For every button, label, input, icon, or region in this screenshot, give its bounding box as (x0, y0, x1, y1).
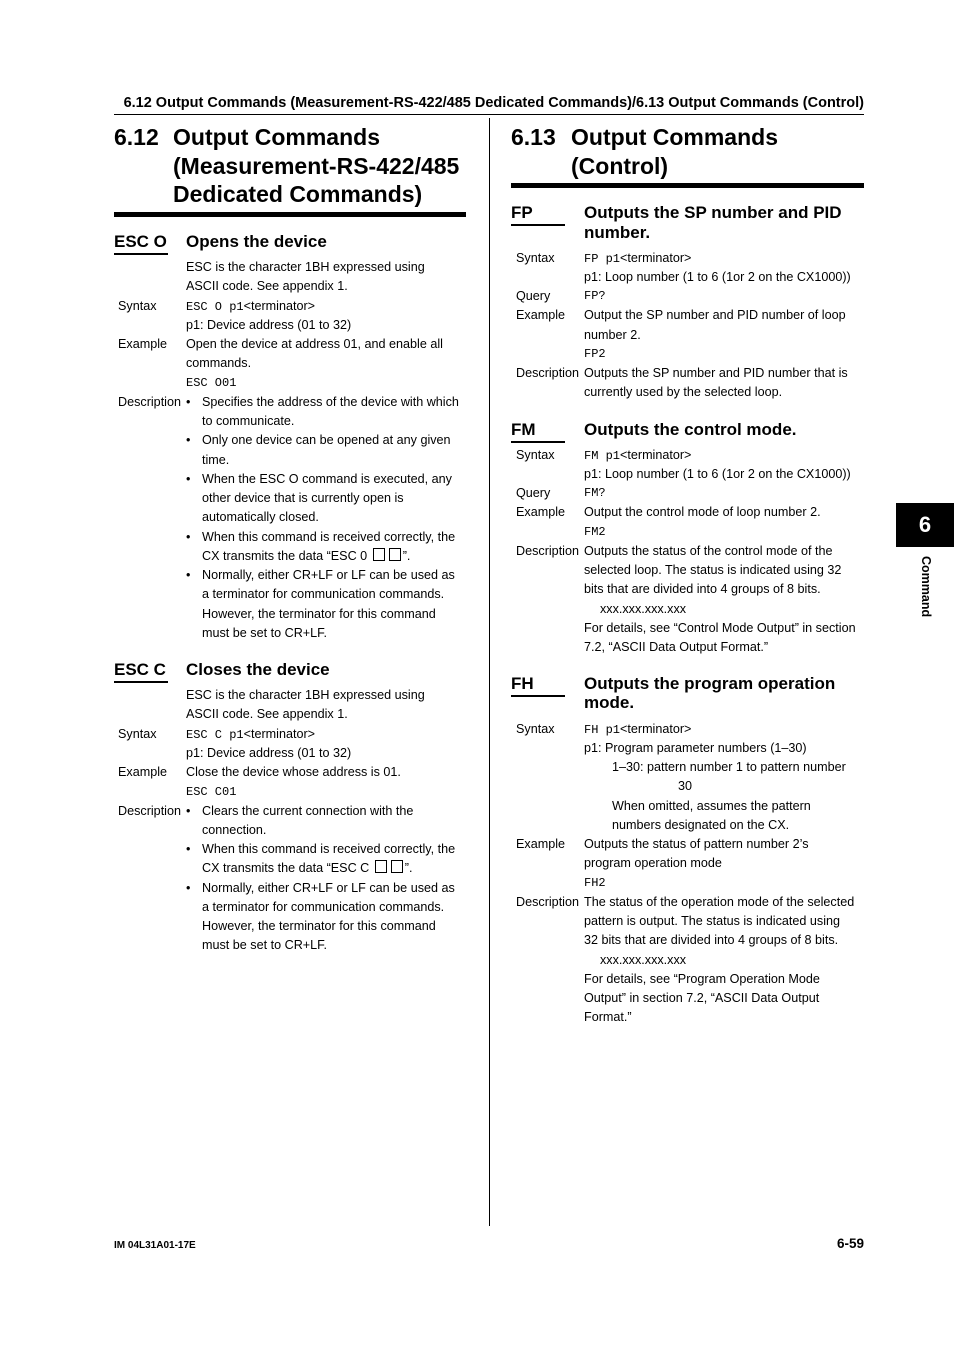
esc-o-syntax (186, 297, 315, 317)
esc-c-b2-l1: When this command is received correctly, the (202, 842, 456, 856)
section-title-612-line1: Output Commands (173, 124, 380, 150)
fh-desc-3: 32 bits that are divided into 4 groups of 8 bits. (584, 933, 839, 947)
fp-example-1: Output the SP number and PID number of loop (584, 308, 846, 322)
example-label: Example (516, 505, 565, 519)
bullet-marker: • (186, 804, 191, 818)
example-label: Example (516, 308, 565, 322)
fh-sub2-2: numbers designated on the CX. (612, 818, 790, 832)
esc-o-b1-l1: Specifies the address of the device with which (202, 395, 459, 409)
section-rule-613 (511, 183, 864, 188)
query-label: Query (516, 289, 551, 303)
section-number-613: 6.13 (511, 124, 556, 150)
fp-query-code: FP? (584, 289, 606, 303)
section-title-612-line2: (Measurement-RS-422/485 (173, 153, 460, 179)
description-label: Description (516, 544, 579, 558)
fh-example-code: FH2 (584, 876, 606, 890)
section-title-613-line2: (Control) (571, 153, 669, 179)
command-title-fh-line1: Outputs the program operation (584, 674, 836, 693)
example-label: Example (118, 765, 167, 779)
fh-details-3: Format.” (584, 1010, 632, 1024)
esc-c-b3-l3: However, the terminator for this command (202, 919, 436, 933)
command-title-fh-line2: mode. (584, 693, 635, 712)
fh-details-1: For details, see “Program Operation Mode (584, 972, 820, 986)
esc-c-b3-l1: Normally, either CR+LF or LF can be used as (202, 881, 455, 895)
esc-o-b4-l1: When this command is received correctly, the (202, 530, 456, 544)
fp-syntax (584, 249, 691, 269)
command-title-fp-line1: Outputs the SP number and PID (584, 203, 842, 222)
bullet-marker: • (186, 881, 191, 895)
command-title-fp-line2: number. (584, 223, 651, 242)
fh-syntax (584, 720, 691, 740)
esc-c-example-code: ESC C01 (186, 785, 237, 799)
fm-details-2: 7.2, “ASCII Data Output Format.” (584, 640, 769, 654)
syntax-code: FP p1 (584, 252, 621, 266)
section-title-613-line1: Output Commands (571, 124, 778, 150)
esc-o-b5-l1: Normally, either CR+LF or LF can be used as (202, 568, 455, 582)
syntax-label: Syntax (118, 299, 157, 313)
esc-o-b3-l1: When the ESC O command is executed, any (202, 472, 452, 486)
bullet-marker: • (186, 433, 191, 447)
section-title-612-line3: Dedicated Commands) (173, 181, 423, 207)
placeholder-box (391, 860, 403, 873)
esc-o-param: p1: Device address (01 to 32) (186, 318, 352, 332)
esc-c-intro-2: ASCII code. See appendix 1. (186, 707, 348, 721)
esc-o-b4-close: ”. (402, 549, 411, 563)
fh-bit-pattern: xxx.xxx.xxx.xxx (600, 953, 687, 967)
placeholder-box (373, 548, 385, 561)
command-underline (114, 253, 168, 255)
fh-details-2: Output” in section 7.2, “ASCII Data Output (584, 991, 820, 1005)
footer-page-number: 6-59 (836, 1236, 864, 1251)
syntax-label: Syntax (516, 251, 555, 265)
command-code-esc-o: ESC O (114, 232, 167, 251)
description-label: Description (516, 366, 579, 380)
fm-syntax (584, 446, 691, 466)
command-code-fm: FM (511, 420, 536, 439)
syntax-terminator: <terminator> (620, 448, 692, 462)
esc-c-param: p1: Device address (01 to 32) (186, 746, 352, 760)
fp-example-2: number 2. (584, 328, 641, 342)
example-label: Example (516, 837, 565, 851)
fm-desc-3: bits that are divided into 4 groups of 8 bits. (584, 582, 821, 596)
esc-c-b3-l2: a terminator for communication commands. (202, 900, 445, 914)
esc-o-b3-l3: automatically closed. (202, 510, 319, 524)
example-label: Example (118, 337, 167, 351)
section-number-612: 6.12 (114, 124, 159, 150)
description-label: Description (516, 895, 579, 909)
esc-o-b2-l1: Only one device can be opened at any given (202, 433, 451, 447)
fm-desc-2: selected loop. The status is indicated using 32 (584, 563, 842, 577)
esc-o-intro-1: ESC is the character 1BH expressed using (186, 260, 425, 274)
fm-bit-pattern: xxx.xxx.xxx.xxx (600, 602, 687, 616)
syntax-label: Syntax (516, 448, 555, 462)
bullet-marker: • (186, 568, 191, 582)
command-underline (511, 224, 565, 226)
esc-o-intro-2: ASCII code. See appendix 1. (186, 279, 348, 293)
command-code-fp: FP (511, 203, 533, 222)
syntax-terminator: <terminator> (620, 251, 692, 265)
footer-doc-id: IM 04L31A01-17E (114, 1240, 196, 1251)
bullet-marker: • (186, 472, 191, 486)
syntax-code: ESC O p1 (186, 300, 244, 314)
esc-c-b1-l2: connection. (202, 823, 267, 837)
esc-o-b4-text: CX transmits the data “ESC 0 (202, 549, 371, 563)
esc-c-example: Close the device whose address is 01. (186, 765, 401, 779)
syntax-code: ESC C p1 (186, 728, 244, 742)
fh-param: p1: Program parameter numbers (1–30) (584, 741, 807, 755)
command-title-esc-o: Opens the device (186, 232, 327, 251)
esc-o-b4-l2 (202, 547, 410, 566)
command-underline (114, 681, 168, 683)
fh-example-1: Outputs the status of pattern number 2’s (584, 837, 809, 851)
fh-sub1b: 30 (678, 779, 693, 793)
esc-o-b3-l2: other device that is currently open is (202, 491, 404, 505)
section-rule-612 (114, 212, 466, 217)
command-code-esc-c: ESC C (114, 660, 166, 679)
syntax-terminator: <terminator> (243, 727, 316, 741)
esc-o-b1-l2: to communicate. (202, 414, 295, 428)
syntax-terminator: <terminator> (243, 299, 316, 313)
syntax-terminator: <terminator> (620, 722, 692, 736)
bullet-marker: • (186, 395, 191, 409)
esc-c-intro-1: ESC is the character 1BH expressed using (186, 688, 425, 702)
chapter-tab-label: Command (919, 556, 933, 618)
fm-desc-1: Outputs the status of the control mode of the (584, 544, 833, 558)
placeholder-box (375, 860, 387, 873)
fh-desc-2: pattern is output. The status is indicated using (584, 914, 840, 928)
esc-c-b3-l4: must be set to CR+LF. (202, 938, 327, 952)
esc-c-b2-close: ”. (404, 861, 413, 875)
fp-param: p1: Loop number (1 to 6 (1or 2 on the CX1000)) (584, 270, 851, 284)
placeholder-box (389, 548, 401, 561)
command-title-fm: Outputs the control mode. (584, 420, 797, 439)
fp-desc-2: currently used by the selected loop. (584, 385, 783, 399)
fm-details-1: For details, see “Control Mode Output” in section (584, 621, 856, 635)
syntax-label: Syntax (516, 722, 555, 736)
esc-c-b2-l2 (202, 859, 412, 878)
esc-o-b5-l4: must be set to CR+LF. (202, 626, 327, 640)
esc-c-syntax (186, 725, 315, 745)
esc-o-b5-l3: However, the terminator for this command (202, 607, 436, 621)
description-label: Description (118, 395, 181, 409)
syntax-label: Syntax (118, 727, 157, 741)
command-underline (511, 695, 565, 697)
fh-sub2-1: When omitted, assumes the pattern (612, 799, 811, 813)
chapter-tab-number: 6 (896, 503, 954, 547)
esc-o-example-2: commands. (186, 356, 252, 370)
syntax-code: FH p1 (584, 723, 621, 737)
fp-desc-1: Outputs the SP number and PID number that is (584, 366, 848, 380)
command-code-fh: FH (511, 674, 534, 693)
fh-desc-1: The status of the operation mode of the selected (584, 895, 855, 909)
fm-example-code: FM2 (584, 525, 606, 539)
fp-example-code: FP2 (584, 347, 606, 361)
column-divider (489, 118, 490, 1226)
bullet-marker: • (186, 842, 191, 856)
esc-o-example-1: Open the device at address 01, and enable all (186, 337, 443, 351)
fh-sub1: 1–30: pattern number 1 to pattern number (612, 760, 846, 774)
command-title-esc-c: Closes the device (186, 660, 330, 679)
fm-param: p1: Loop number (1 to 6 (1or 2 on the CX1000)) (584, 467, 851, 481)
syntax-code: FM p1 (584, 449, 621, 463)
fm-example: Output the control mode of loop number 2. (584, 505, 821, 519)
esc-c-b2-text: CX transmits the data “ESC C (202, 861, 373, 875)
esc-c-b1-l1: Clears the current connection with the (202, 804, 414, 818)
esc-o-b5-l2: a terminator for communication commands. (202, 587, 445, 601)
fh-example-2: program operation mode (584, 856, 722, 870)
description-label: Description (118, 804, 181, 818)
esc-o-example-code: ESC O01 (186, 376, 237, 390)
bullet-marker: • (186, 530, 191, 544)
command-underline (511, 441, 565, 443)
header-rule (114, 114, 864, 115)
esc-o-b2-l2: time. (202, 453, 230, 467)
fm-query-code: FM? (584, 486, 606, 500)
running-header: 6.12 Output Commands (Measurement-RS-422/485 Dedicated Commands)/6.13 Output Commands (Control) (123, 95, 864, 111)
query-label: Query (516, 486, 551, 500)
